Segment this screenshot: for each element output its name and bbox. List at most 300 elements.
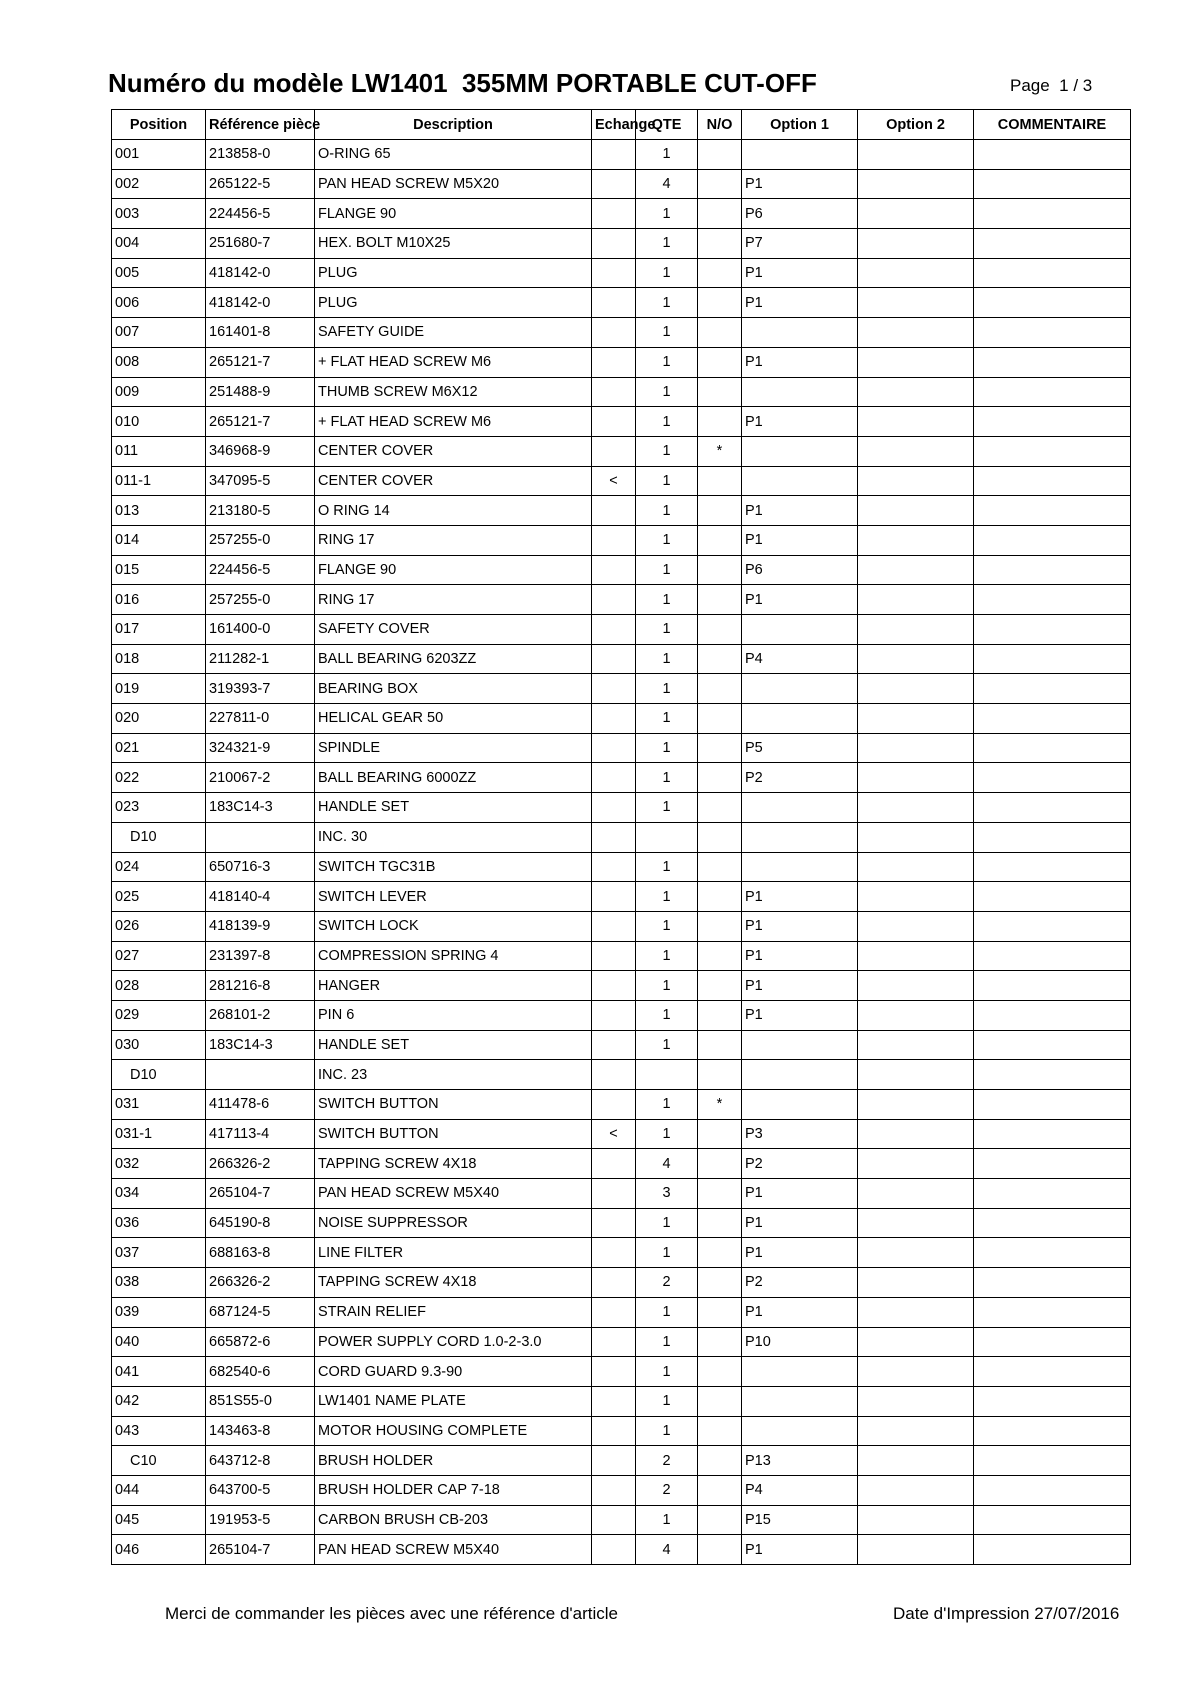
cell-option-2 [858,1535,974,1565]
cell-option-2 [858,1030,974,1060]
cell-reference: 268101-2 [206,1000,315,1030]
cell-option-1: P1 [742,496,858,526]
cell-quantity: 1 [636,229,698,259]
page-number: Page 1 / 3 [1010,76,1093,95]
cell-no [698,733,742,763]
cell-exchange: < [592,466,636,496]
cell-position: 024 [112,852,206,882]
cell-position: 043 [112,1416,206,1446]
cell-comment [974,258,1131,288]
cell-reference: 645190-8 [206,1208,315,1238]
cell-option-1: P1 [742,941,858,971]
cell-position: 014 [112,525,206,555]
cell-description: + FLAT HEAD SCREW M6 [315,407,592,437]
cell-position: 019 [112,674,206,704]
cell-no [698,674,742,704]
cell-reference [206,1060,315,1090]
cell-no [698,318,742,348]
cell-exchange [592,1000,636,1030]
cell-exchange [592,169,636,199]
cell-description: CENTER COVER [315,436,592,466]
cell-comment [974,1179,1131,1209]
cell-position: 004 [112,229,206,259]
cell-option-2 [858,882,974,912]
table-row [112,971,1131,1001]
cell-description: HANDLE SET [315,793,592,823]
cell-description: THUMB SCREW M6X12 [315,377,592,407]
document-title: Numéro du modèle LW1401 355MM PORTABLE CUT-OFF [108,68,817,98]
cell-option-1: P1 [742,407,858,437]
cell-option-2 [858,1000,974,1030]
cell-description: SAFETY COVER [315,615,592,645]
cell-position: 002 [112,169,206,199]
table-row [112,1238,1131,1268]
cell-comment [974,822,1131,852]
cell-quantity [636,1060,698,1090]
cell-position: 007 [112,318,206,348]
cell-quantity: 4 [636,1149,698,1179]
cell-position: 009 [112,377,206,407]
cell-comment [974,644,1131,674]
cell-exchange [592,1149,636,1179]
cell-quantity: 1 [636,644,698,674]
cell-no [698,347,742,377]
cell-position: 029 [112,1000,206,1030]
cell-option-1 [742,1030,858,1060]
cell-quantity: 1 [636,258,698,288]
cell-position: D10 [112,1060,206,1090]
cell-exchange [592,674,636,704]
cell-option-1 [742,822,858,852]
cell-option-1: P2 [742,1149,858,1179]
parts-table-body [112,140,1131,1565]
cell-no [698,1179,742,1209]
cell-exchange [592,555,636,585]
cell-option-2 [858,140,974,170]
cell-quantity: 1 [636,555,698,585]
cell-option-1: P15 [742,1505,858,1535]
cell-no [698,1386,742,1416]
cell-no [698,704,742,734]
cell-exchange [592,1268,636,1298]
cell-comment [974,140,1131,170]
cell-option-2 [858,1297,974,1327]
cell-comment [974,1119,1131,1149]
cell-reference: 224456-5 [206,199,315,229]
table-row [112,733,1131,763]
cell-no [698,1416,742,1446]
table-row [112,140,1131,170]
cell-position: 018 [112,644,206,674]
cell-quantity: 1 [636,882,698,912]
cell-reference: 281216-8 [206,971,315,1001]
cell-reference: 418139-9 [206,911,315,941]
cell-option-1 [742,852,858,882]
cell-reference: 161401-8 [206,318,315,348]
cell-option-2 [858,1208,974,1238]
cell-quantity: 1 [636,1208,698,1238]
cell-reference: 210067-2 [206,763,315,793]
cell-option-1: P2 [742,763,858,793]
cell-option-2 [858,585,974,615]
cell-option-1: P1 [742,288,858,318]
table-row [112,763,1131,793]
cell-option-1: P1 [742,169,858,199]
cell-comment [974,1475,1131,1505]
cell-reference: 643700-5 [206,1475,315,1505]
cell-comment [974,347,1131,377]
cell-comment [974,1090,1131,1120]
cell-position: 006 [112,288,206,318]
cell-reference: 191953-5 [206,1505,315,1535]
cell-quantity: 1 [636,1505,698,1535]
cell-no [698,169,742,199]
cell-description: NOISE SUPPRESSOR [315,1208,592,1238]
cell-option-2 [858,407,974,437]
cell-description: O-RING 65 [315,140,592,170]
cell-option-2 [858,733,974,763]
cell-option-1: P6 [742,555,858,585]
cell-exchange [592,1386,636,1416]
cell-quantity: 1 [636,1000,698,1030]
cell-option-1: P10 [742,1327,858,1357]
cell-no [698,199,742,229]
cell-comment [974,407,1131,437]
cell-option-2 [858,1475,974,1505]
cell-option-2 [858,377,974,407]
column-header-quantity: QTE [636,110,698,140]
cell-option-1: P1 [742,1297,858,1327]
cell-option-2 [858,1446,974,1476]
cell-position: 011 [112,436,206,466]
cell-description: PIN 6 [315,1000,592,1030]
cell-comment [974,882,1131,912]
cell-description: PAN HEAD SCREW M5X40 [315,1535,592,1565]
cell-option-1: P1 [742,1208,858,1238]
cell-option-1 [742,1090,858,1120]
table-row [112,347,1131,377]
cell-position: 032 [112,1149,206,1179]
cell-exchange [592,229,636,259]
cell-position: 010 [112,407,206,437]
cell-reference: 418142-0 [206,258,315,288]
cell-comment [974,1505,1131,1535]
cell-reference: 650716-3 [206,852,315,882]
cell-no [698,1446,742,1476]
cell-position: 028 [112,971,206,1001]
cell-option-1: P1 [742,1000,858,1030]
cell-no [698,1268,742,1298]
cell-description: CORD GUARD 9.3-90 [315,1357,592,1387]
cell-exchange [592,911,636,941]
cell-comment [974,615,1131,645]
cell-position: 005 [112,258,206,288]
cell-option-2 [858,615,974,645]
cell-no [698,763,742,793]
cell-option-2 [858,1060,974,1090]
cell-comment [974,1297,1131,1327]
cell-position: C10 [112,1446,206,1476]
cell-option-1: P1 [742,525,858,555]
cell-position: 017 [112,615,206,645]
cell-reference: 266326-2 [206,1268,315,1298]
cell-description: BRUSH HOLDER [315,1446,592,1476]
cell-comment [974,169,1131,199]
cell-option-2 [858,1238,974,1268]
cell-option-1: P1 [742,347,858,377]
cell-position: 008 [112,347,206,377]
cell-exchange [592,1446,636,1476]
table-row [112,555,1131,585]
cell-comment [974,1268,1131,1298]
cell-description: SWITCH LOCK [315,911,592,941]
cell-reference: 265122-5 [206,169,315,199]
table-header-row [112,110,1131,140]
cell-reference: 224456-5 [206,555,315,585]
cell-option-1: P3 [742,1119,858,1149]
cell-option-2 [858,496,974,526]
cell-description: INC. 30 [315,822,592,852]
cell-comment [974,585,1131,615]
cell-reference: 851S55-0 [206,1386,315,1416]
cell-quantity: 4 [636,1535,698,1565]
cell-position: D10 [112,822,206,852]
cell-position: 044 [112,1475,206,1505]
cell-description: BRUSH HOLDER CAP 7-18 [315,1475,592,1505]
cell-no [698,1357,742,1387]
cell-comment [974,1238,1131,1268]
cell-option-2 [858,644,974,674]
cell-no [698,1000,742,1030]
cell-quantity: 1 [636,466,698,496]
cell-description: SWITCH BUTTON [315,1090,592,1120]
parts-table [111,109,1131,1565]
cell-position: 040 [112,1327,206,1357]
cell-comment [974,555,1131,585]
column-header-option-1: Option 1 [742,110,858,140]
cell-option-2 [858,229,974,259]
cell-comment [974,763,1131,793]
cell-comment [974,496,1131,526]
table-row [112,704,1131,734]
cell-no [698,258,742,288]
cell-quantity: 1 [636,288,698,318]
cell-option-1 [742,466,858,496]
cell-quantity: 1 [636,377,698,407]
cell-description: CARBON BRUSH CB-203 [315,1505,592,1535]
cell-quantity: 1 [636,1416,698,1446]
cell-exchange [592,733,636,763]
cell-reference: 347095-5 [206,466,315,496]
cell-description: POWER SUPPLY CORD 1.0-2-3.0 [315,1327,592,1357]
cell-option-1: P1 [742,882,858,912]
cell-exchange [592,763,636,793]
cell-exchange [592,496,636,526]
table-row [112,199,1131,229]
table-row [112,1179,1131,1209]
cell-option-2 [858,1119,974,1149]
cell-comment [974,288,1131,318]
cell-no [698,525,742,555]
cell-reference: 417113-4 [206,1119,315,1149]
cell-description: BEARING BOX [315,674,592,704]
cell-exchange [592,377,636,407]
table-row [112,258,1131,288]
cell-option-2 [858,822,974,852]
table-row [112,1268,1131,1298]
cell-description: HEX. BOLT M10X25 [315,229,592,259]
cell-option-2 [858,793,974,823]
cell-exchange [592,347,636,377]
cell-no [698,822,742,852]
cell-reference: 319393-7 [206,674,315,704]
cell-no [698,911,742,941]
cell-description: CENTER COVER [315,466,592,496]
cell-exchange [592,1505,636,1535]
cell-no [698,793,742,823]
table-row [112,407,1131,437]
cell-exchange [592,1327,636,1357]
cell-option-1: P6 [742,199,858,229]
cell-comment [974,318,1131,348]
cell-option-2 [858,525,974,555]
cell-option-2 [858,466,974,496]
cell-position: 046 [112,1535,206,1565]
cell-exchange [592,1090,636,1120]
table-row [112,941,1131,971]
table-row [112,436,1131,466]
cell-quantity: 4 [636,169,698,199]
cell-exchange [592,793,636,823]
cell-comment [974,704,1131,734]
cell-reference: 346968-9 [206,436,315,466]
table-row [112,1060,1131,1090]
cell-quantity: 1 [636,615,698,645]
cell-option-2 [858,1149,974,1179]
cell-position: 042 [112,1386,206,1416]
cell-comment [974,1030,1131,1060]
cell-option-1 [742,674,858,704]
cell-position: 041 [112,1357,206,1387]
cell-option-1: P1 [742,911,858,941]
cell-reference [206,822,315,852]
table-row [112,644,1131,674]
cell-option-2 [858,1268,974,1298]
cell-quantity: 1 [636,941,698,971]
cell-option-1: P1 [742,585,858,615]
cell-exchange [592,615,636,645]
cell-position: 021 [112,733,206,763]
column-header-reference: Référence pièce [206,110,315,140]
cell-exchange [592,1179,636,1209]
cell-exchange [592,288,636,318]
cell-no: * [698,436,742,466]
cell-no [698,1297,742,1327]
cell-reference: 411478-6 [206,1090,315,1120]
cell-option-2 [858,1179,974,1209]
column-header-option-2: Option 2 [858,110,974,140]
table-row [112,1149,1131,1179]
table-row [112,318,1131,348]
cell-no [698,1327,742,1357]
cell-position: 013 [112,496,206,526]
cell-comment [974,941,1131,971]
table-row [112,822,1131,852]
cell-description: PLUG [315,258,592,288]
cell-description: STRAIN RELIEF [315,1297,592,1327]
cell-reference: 324321-9 [206,733,315,763]
cell-reference: 418140-4 [206,882,315,912]
cell-exchange [592,1357,636,1387]
cell-comment [974,1060,1131,1090]
cell-description: SAFETY GUIDE [315,318,592,348]
cell-no [698,585,742,615]
table-row [112,1535,1131,1565]
cell-option-1: P5 [742,733,858,763]
cell-comment [974,229,1131,259]
cell-comment [974,1416,1131,1446]
cell-position: 045 [112,1505,206,1535]
cell-no [698,1149,742,1179]
cell-option-1: P13 [742,1446,858,1476]
cell-reference: 265104-7 [206,1535,315,1565]
cell-option-2 [858,911,974,941]
cell-description: LINE FILTER [315,1238,592,1268]
table-row [112,1297,1131,1327]
table-row [112,169,1131,199]
cell-option-1: P1 [742,1179,858,1209]
cell-exchange [592,1030,636,1060]
cell-option-2 [858,971,974,1001]
cell-comment [974,911,1131,941]
column-header-exchange: Echange [592,110,636,140]
cell-description: HANDLE SET [315,1030,592,1060]
cell-reference: 227811-0 [206,704,315,734]
cell-description: FLANGE 90 [315,199,592,229]
cell-option-1: P1 [742,1535,858,1565]
cell-option-2 [858,1327,974,1357]
cell-no [698,377,742,407]
cell-quantity: 1 [636,763,698,793]
cell-position: 015 [112,555,206,585]
cell-option-1 [742,318,858,348]
cell-comment [974,852,1131,882]
cell-quantity: 2 [636,1268,698,1298]
cell-comment [974,1446,1131,1476]
cell-description: SWITCH LEVER [315,882,592,912]
cell-reference: 688163-8 [206,1238,315,1268]
table-row [112,674,1131,704]
cell-quantity: 1 [636,199,698,229]
cell-position: 016 [112,585,206,615]
table-row [112,1475,1131,1505]
cell-description: PAN HEAD SCREW M5X40 [315,1179,592,1209]
cell-option-2 [858,763,974,793]
cell-quantity: 1 [636,318,698,348]
cell-no [698,407,742,437]
cell-reference: 213180-5 [206,496,315,526]
cell-reference: 251488-9 [206,377,315,407]
cell-reference: 211282-1 [206,644,315,674]
cell-reference: 643712-8 [206,1446,315,1476]
cell-option-2 [858,436,974,466]
cell-comment [974,1327,1131,1357]
cell-comment [974,971,1131,1001]
cell-no [698,1475,742,1505]
cell-reference: 418142-0 [206,288,315,318]
cell-option-1 [742,793,858,823]
cell-position: 037 [112,1238,206,1268]
